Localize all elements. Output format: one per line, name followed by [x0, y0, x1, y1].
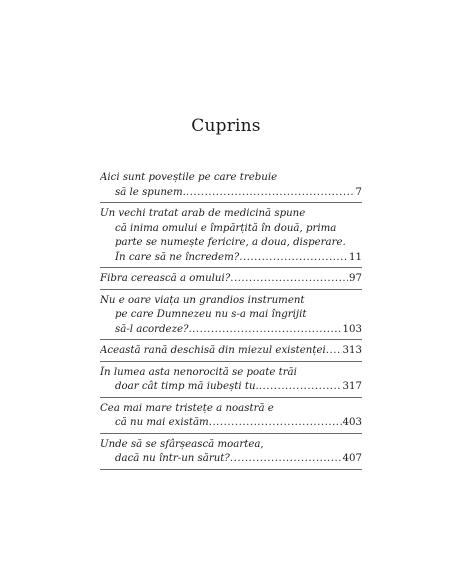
toc-entry[interactable] — [100, 171, 362, 203]
toc-entry-line: pe care Dumnezeu nu s-a mai îngrijit — [115, 309, 307, 320]
toc-entry-line: Această rană deschisă din miezul existenței — [100, 345, 326, 356]
toc-entry-line: În lumea asta nenorocită se poate trăi — [100, 366, 297, 378]
toc-entry-line: că inima omului e împărțită în două, prima — [115, 222, 337, 234]
toc-entry-last-line — [100, 344, 362, 359]
dot-leader — [230, 452, 342, 467]
toc-entry-line: dacă nu într-un sărut? — [115, 453, 230, 464]
page-number: 317 — [342, 381, 362, 392]
dot-leader — [230, 272, 348, 287]
toc-entry-line: parte se numește fericire, a doua, disperare. — [115, 237, 346, 248]
toc-entry-last-line — [100, 323, 362, 338]
dot-leader — [209, 416, 342, 431]
toc-entry-line: Nu e oare viața un grandios instrument — [100, 294, 305, 306]
toc-entry[interactable] — [100, 438, 362, 470]
dot-leader — [188, 323, 341, 338]
toc-entry-last-line — [100, 452, 362, 467]
toc-entry-line: Aici sunt poveștile pe care trebuie — [100, 172, 278, 183]
dot-leader — [326, 344, 342, 359]
toc-entry-line: să-l acordeze? — [115, 323, 189, 335]
page-title: Cuprins — [191, 116, 261, 136]
toc-entry[interactable] — [100, 402, 362, 434]
page-number: 7 — [355, 186, 362, 198]
toc-entry-last-line — [100, 380, 362, 395]
dot-leader — [239, 251, 348, 266]
toc-entry-last-line — [100, 186, 362, 201]
toc-entry[interactable] — [100, 207, 362, 268]
toc-entry-last-line — [100, 251, 362, 266]
toc-entry-line: Unde să se sfârșească moartea, — [100, 438, 264, 450]
toc-entry[interactable] — [100, 366, 362, 398]
dot-leader — [259, 380, 342, 395]
toc-entry-line: În care să ne încredem? — [115, 251, 240, 263]
toc-entry-line: Un vechi tratat arab de medicină spune — [100, 208, 306, 219]
toc-entry-last-line — [100, 416, 362, 431]
toc-entry-line: că nu mai existăm — [115, 417, 209, 428]
toc-entry-line: să le spunem. — [115, 186, 186, 198]
toc-entry-line: Fibra cerească a omului? — [100, 273, 231, 284]
toc-entry[interactable] — [100, 272, 362, 290]
toc-entry-line: Cea mai mare tristețe a noastră e — [100, 402, 274, 414]
page-number: 403 — [342, 417, 362, 428]
page-number: 97 — [349, 273, 362, 284]
page-number: 313 — [342, 345, 362, 356]
dot-leader — [186, 186, 355, 201]
toc-entry-last-line — [100, 272, 362, 287]
page-number: 103 — [342, 323, 362, 335]
page-number: 11 — [349, 251, 362, 263]
page-number: 407 — [342, 453, 362, 464]
table-of-contents — [100, 171, 362, 474]
toc-entry[interactable] — [100, 344, 362, 362]
toc-entry[interactable] — [100, 294, 362, 341]
toc-entry-line: doar cât timp mă iubești tu. — [115, 381, 259, 392]
